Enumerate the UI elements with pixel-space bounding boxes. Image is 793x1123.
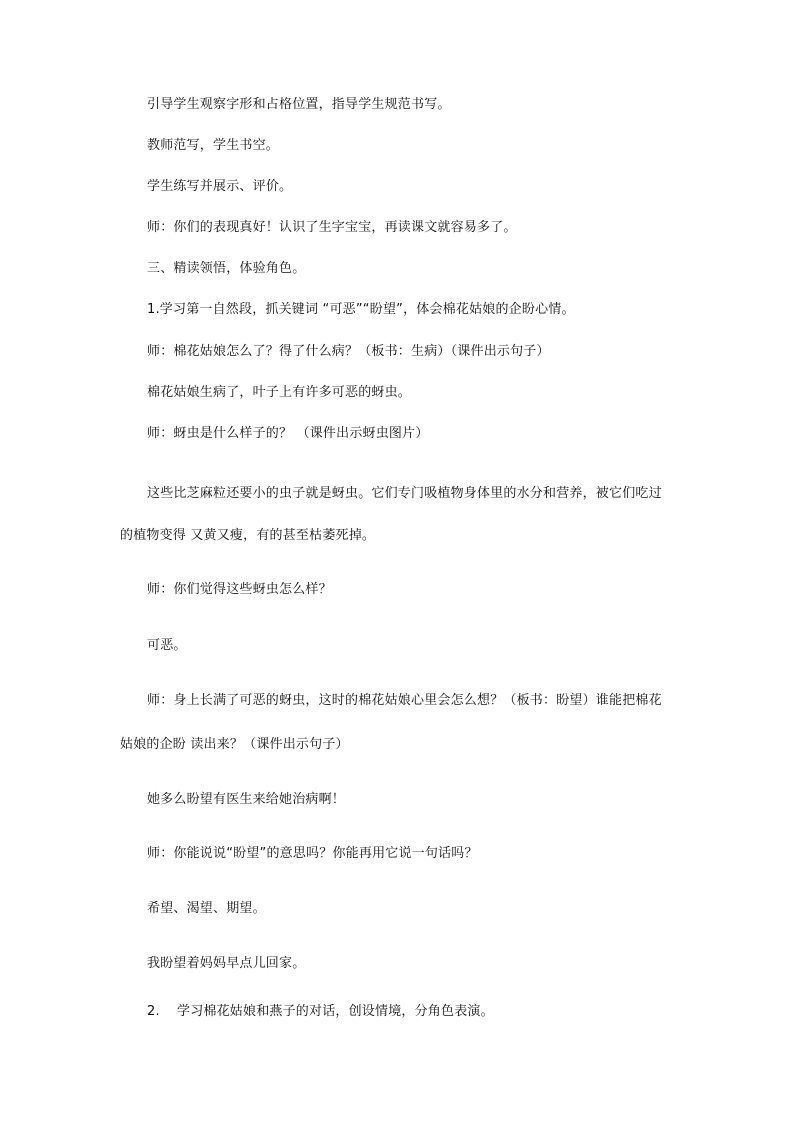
paragraph-line: 师：棉花姑娘怎么了？得了什么病？（板书：生病）（课件出示句子） [147, 344, 550, 359]
numbered-item [147, 1004, 494, 1020]
paragraph-line: 学生练写并展示、评价。 [147, 179, 293, 194]
paragraph-line: 师：蚜虫是什么样子的？ （课件出示蚜虫图片） [147, 426, 429, 441]
item-number: 2. [147, 1004, 160, 1019]
paragraph-line: 这些比芝麻粒还要小的虫子就是蚜虫。它们专门吸植物身体里的水分和营养，被它们吃过 [147, 486, 662, 501]
paragraph-line: 棉花姑娘生病了，叶子上有许多可恶的蚜虫。 [147, 385, 412, 400]
paragraph-line: 希望、渴望、期望。 [147, 901, 266, 916]
paragraph-line: 1.学习第一自然段，抓关键词 “可恶”“盼望”，体会棉花姑娘的企盼心情。 [147, 302, 575, 317]
paragraph-line: 师：你们觉得这些蚜虫怎么样？ [147, 582, 332, 597]
item-text: 学习棉花姑娘和燕子的对话，创设情境，分角色表演。 [177, 1004, 494, 1019]
paragraph-line: 她多么盼望有医生来给她治病啊！ [147, 792, 346, 807]
section-heading: 三、精读领悟，体验角色。 [147, 261, 306, 276]
paragraph-line: 师：你能说说“盼望”的意思吗？你能再用它说一句话吗？ [147, 846, 478, 861]
paragraph-line: 师：身上长满了可恶的蚜虫，这时的棉花姑娘心里会怎么想？（板书：盼望）谁能把棉花 [147, 693, 662, 708]
paragraph-line: 可恶。 [147, 638, 187, 653]
paragraph-line: 我盼望着妈妈早点儿回家。 [147, 956, 306, 971]
paragraph-line: 引导学生观察字形和占格位置，指导学生规范书写。 [147, 97, 451, 112]
paragraph-line: 的植物变得 又黄又瘦，有的甚至枯萎死掉。 [120, 528, 376, 543]
paragraph-line: 姑娘的企盼 读出来？（课件出示句子） [120, 737, 349, 752]
paragraph-line: 教师范写，学生书空。 [147, 138, 280, 153]
paragraph-line: 师：你们的表现真好！认识了生字宝宝，再读课文就容易多了。 [147, 220, 517, 235]
